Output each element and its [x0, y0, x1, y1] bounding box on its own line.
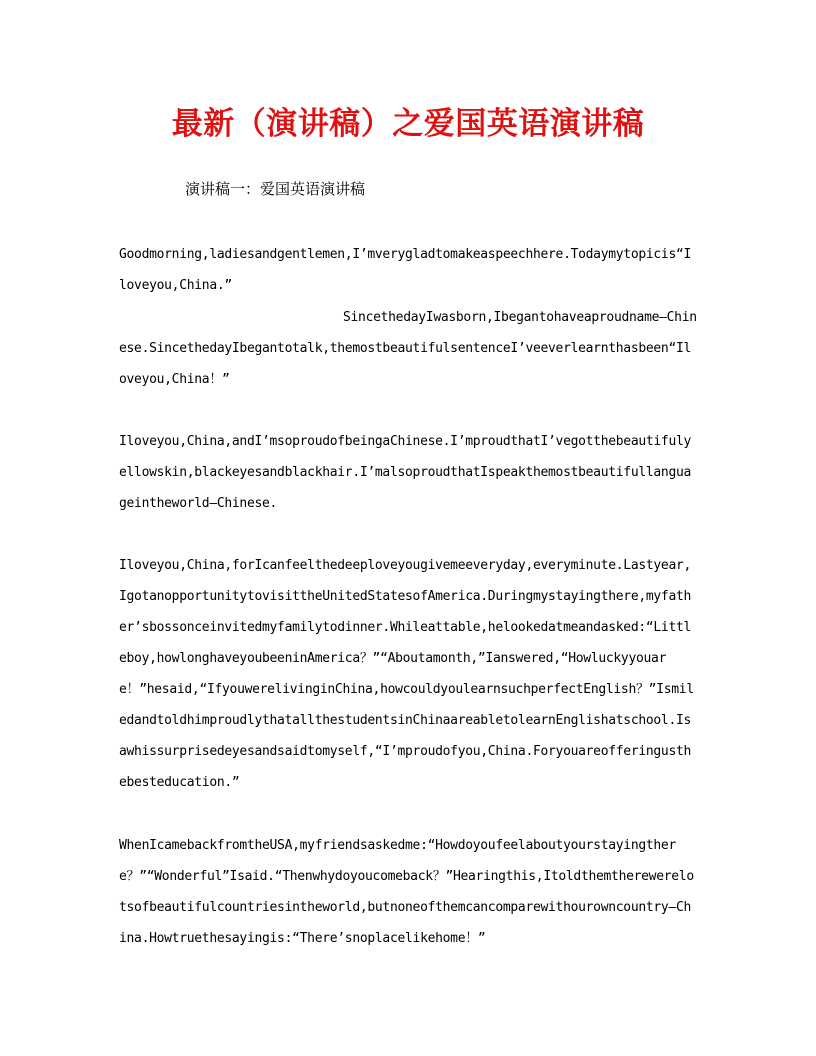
paragraph-proud-chinese: Iloveyou,China,andI’msoproudofbeingaChinese.I’mproudthatI’vegotthebeautifulyellowskin,blackeyesandblackhair.I’malsoproudthatIspeakthemostbeautifullanguageintheworld—Chinese.: [119, 434, 692, 511]
paragraph-proud-name: SincethedayIwasborn,Ibegantohaveaproudname—Chinese.SincethedayIbegantotalk,themostbeautifulsentenceI’veeverlearnthasbeen“Iloveyou,China！”: [119, 310, 697, 387]
paragraph-greeting: Goodmorning,ladiesandgentlemen,I’mverygladtomakeaspeechhere.Todaymytopicis“Iloveyou,China.”: [119, 247, 692, 293]
paragraph-america-visit: Iloveyou,China,forIcanfeelthedeeploveyougivemeeveryday,everyminute.Lastyear,IgotanopportunitytovisittheUnitedStatesofAmerica.Duringmystayingthere,myfather’sbossonceinvitedmyfamilytodinner.Whileattable,helookedatmeandasked:“Littleboy,howlonghaveyoubeeninAmerica？”“Aboutamonth,”Ianswered,“Howluckyyouare！”hesaid,“IfyouwerelivinginChina,howcouldyoulearnsuchperfectEnglish？”IsmiledandtoldhimproudlythatallthestudentsinChinaareabletolearnEnglishatschool.Isawhissurprisedeyesandsaidtomyself,“I’mproudofyou,China.Foryouareofferingusthebesteducation.”: [119, 558, 694, 790]
document-title: 最新（演讲稿）之爱国英语演讲稿: [171, 106, 645, 142]
paragraph-coming-home: WhenIcamebackfromtheUSA,myfriendsaskedme:“Howdoyoufeelaboutyourstayingthere？”“Wonderful”Isaid.“Thenwhydoyoucomeback？”Hearingthis,Itoldthemtherewerelotsofbeautifulcountriesintheworld,butnoneofthemcancomparewithourowncountry—China.Howtruethesayingis:“There’snoplacelikehome！”: [119, 838, 694, 946]
section-subtitle: 演讲稿一：爱国英语演讲稿: [185, 180, 366, 198]
